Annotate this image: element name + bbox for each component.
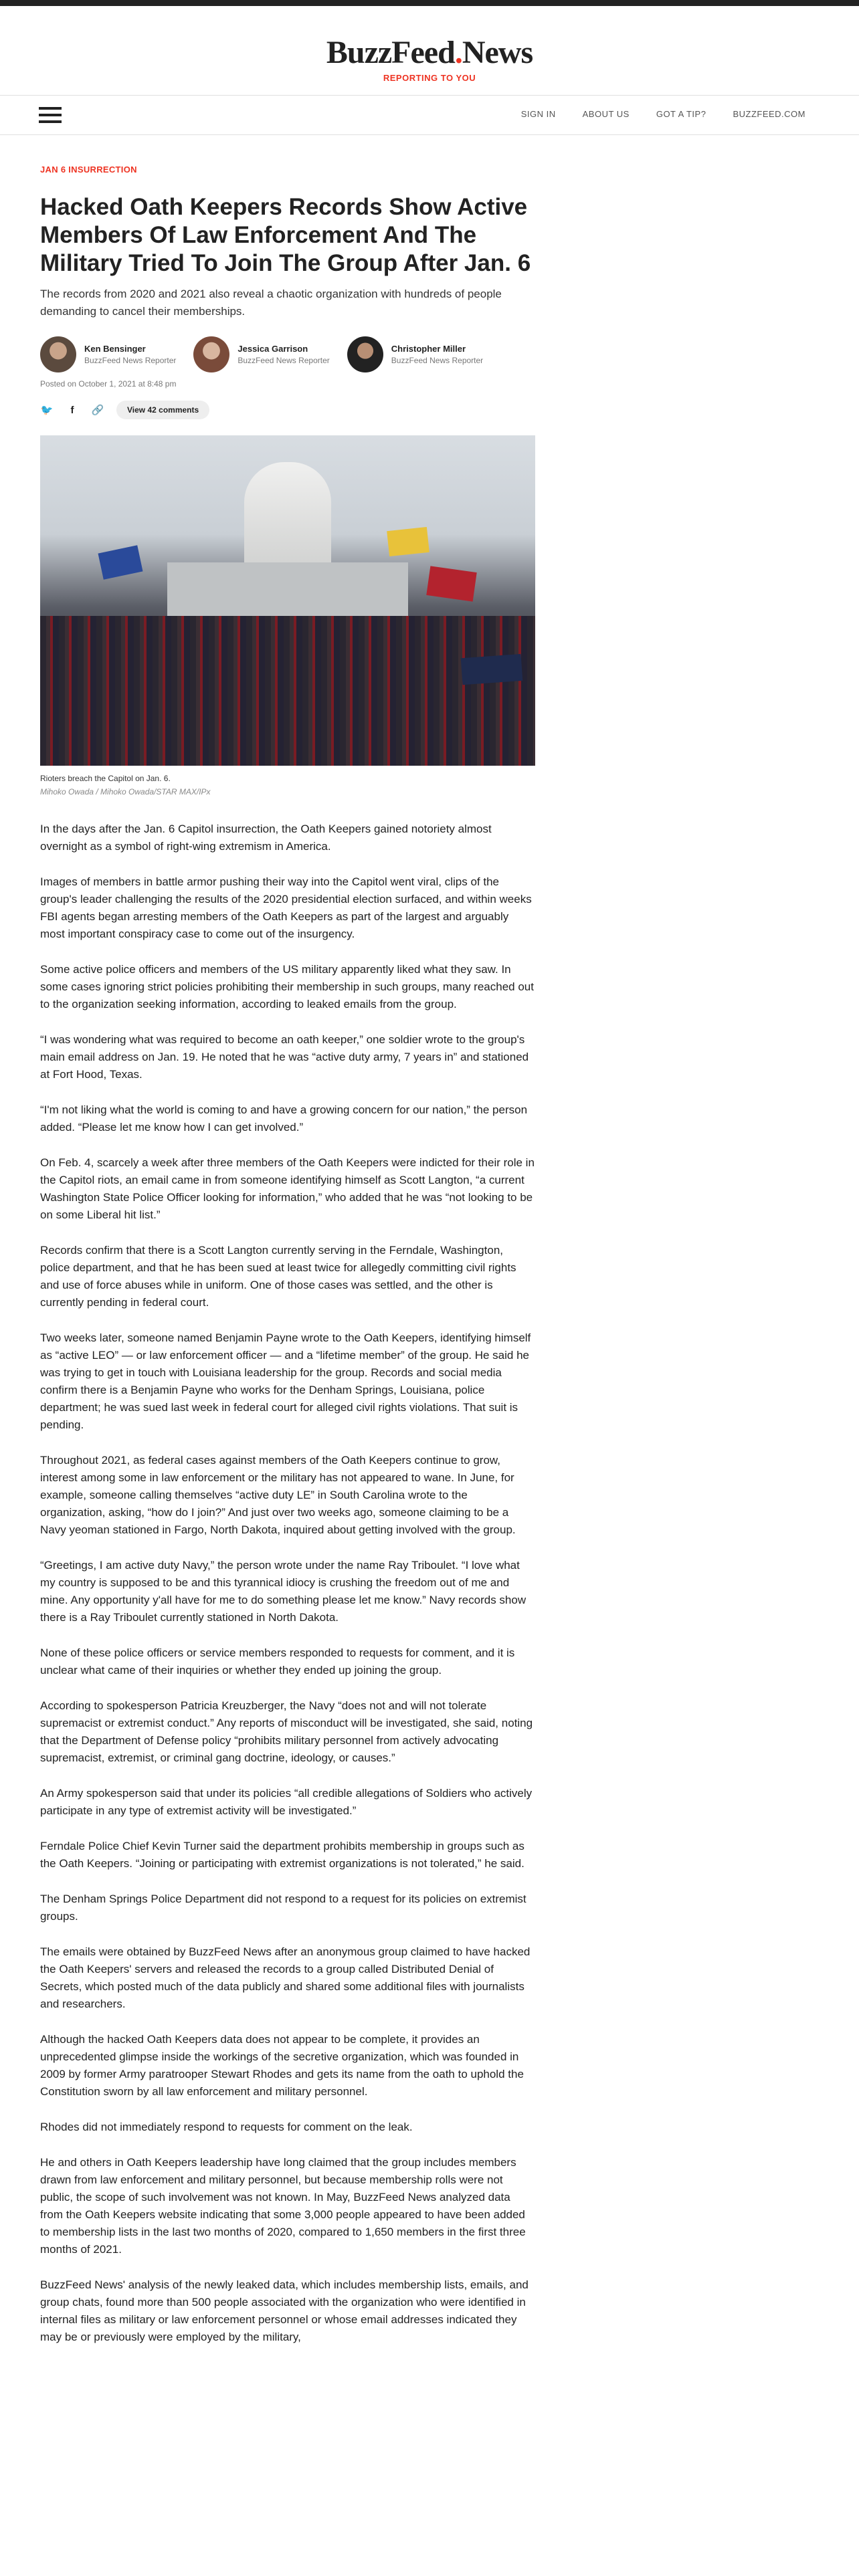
author-name: Ken Bensinger — [84, 344, 146, 354]
menu-icon[interactable] — [39, 107, 62, 123]
tagline: REPORTING TO YOU — [383, 73, 476, 83]
capitol-dome-shape — [244, 462, 331, 576]
paragraph: Some active police officers and members of the US military apparently liked what they saw. In some cases ignoring strict policies prohibiting their membership in such groups, many reached out to the organization seeking information, according to leaked emails from the group. — [40, 963, 534, 1010]
paragraph: None of these police officers or service members responded to requests for comment, and it is unclear what came of their inquiries or whether they ended up joining the group. — [40, 1646, 515, 1677]
paragraph: According to spokesperson Patricia Kreuzberger, the Navy “does not and will not tolerate supremacist or extremist conduct.” Any reports of misconduct will be investigated, she said, noting that the Department of Defense policy “prohibits military personnel from actively advocating supremacist, extremist, or criminal gang doctrine, ideology, or causes.” — [40, 1699, 533, 1764]
paragraph: He and others in Oath Keepers leadership have long claimed that the group includes members drawn from law enforcement and military personnel, but because membership rolls were not public, the scope of such involvement was not known. In May, BuzzFeed News analyzed data from the Oath Keepers website indicating that some 3,000 people appeared to have been added to membership lists in the last two months of 2020, compared to 1,650 members in the first three months of 2021. — [40, 2156, 526, 2256]
flag-shape — [461, 654, 523, 685]
article-dek: The records from 2020 and 2021 also reveal a chaotic organization with hundreds of people demanding to cancel their memberships. — [40, 288, 502, 318]
author-role: BuzzFeed News Reporter — [237, 356, 330, 365]
buzzfeed-com-link[interactable]: BUZZFEED.COM — [733, 109, 805, 119]
author-name: Jessica Garrison — [237, 344, 308, 354]
avatar — [347, 336, 383, 372]
article-title: Hacked Oath Keepers Records Show Active Members Of Law Enforcement And The Military Tried To Join The Group After Jan. 6 — [40, 194, 531, 276]
facebook-icon[interactable]: f — [70, 404, 74, 416]
paragraph: BuzzFeed News' analysis of the newly leaked data, which includes membership lists, emails, and group chats, found more than 500 people associated with the organization who were identified in internal files as military or law enforcement personnel or whose email addresses indicated they may be or previously were employed by the military, — [40, 2278, 529, 2343]
bylines — [40, 336, 535, 372]
nav-links — [521, 109, 805, 119]
paragraph: An Army spokesperson said that under its policies “all credible allegations of Soldiers who actively participate in any type of extremist activity will be investigated.” — [40, 1787, 533, 1817]
image-credit: Mihoko Owada / Mihoko Owada/STAR MAX/IPx — [40, 787, 211, 796]
article — [40, 165, 535, 2364]
posted-date: Posted on October 1, 2021 at 8:48 pm — [40, 379, 177, 389]
paragraph: Although the hacked Oath Keepers data does not appear to be complete, it provides an unprecedented glimpse inside the workings of the secretive organization, which was founded in 2009 by former Army paratrooper Stewart Rhodes and gets its name from the oath to uphold the Constitution sworn by all law enforcement and military personnel. — [40, 2033, 524, 2098]
paragraph: “I'm not liking what the world is coming to and have a growing concern for our nation,” the person added. “Please let me know how I can get involved.” — [40, 1103, 528, 1134]
paragraph: Ferndale Police Chief Kevin Turner said the department prohibits membership in groups such as the Oath Keepers. “Joining or participating with extremist organizations is not tolerated,” he said. — [40, 1840, 524, 1870]
paragraph: Two weeks later, someone named Benjamin Payne wrote to the Oath Keepers, identifying himself as “active LEO” — or law enforcement officer — and a “lifetime member” of the group. He said he was trying to get in touch with Louisiana leadership for the group. Records and social media confirm there is a Benjamin Payne who works for the Denham Springs, Louisiana, police department; he was sued last week in federal court for alleged civil rights violations. That suit is pending. — [40, 1331, 531, 1431]
paragraph: On Feb. 4, scarcely a week after three members of the Oath Keepers were indicted for their role in the Capitol riots, an email came in from someone identifying himself as Scott Langton, “a current Washington State Police Officer looking for information,” who added that he was “not looking to be on some Liberal hit list.” — [40, 1156, 535, 1221]
paragraph: In the days after the Jan. 6 Capitol insurrection, the Oath Keepers gained notoriety almost overnight as a symbol of right-wing extremism in America. — [40, 823, 492, 853]
paragraph: Records confirm that there is a Scott Langton currently serving in the Ferndale, Washington, police department, and that he has been sued at least twice for allegedly committing civil rights and use of force abuses while in uniform. One of those cases was settled, and the other is currently pending in federal court. — [40, 1244, 516, 1309]
kicker[interactable]: JAN 6 INSURRECTION — [40, 165, 137, 175]
image-caption: Rioters breach the Capitol on Jan. 6. — [40, 774, 171, 783]
paragraph: The emails were obtained by BuzzFeed News after an anonymous group claimed to have hacked the Oath Keepers' servers and released the records to a group called Distributed Denial of Secrets, which posted much of the data publicly and shared some additional files with journalists and researchers. — [40, 1945, 531, 2010]
paragraph: Rhodes did not immediately respond to requests for comment on the leak. — [40, 2121, 413, 2133]
paragraph: Throughout 2021, as federal cases against members of the Oath Keepers continue to grow, interest among some in law enforcement or the military has not appeared to wane. In June, for example, someone calling themselves “active duty LE” in South Carolina wrote to the organization, asking, “how do I join?” And just over two weeks ago, someone claiming to be a Navy yeoman stationed in Fargo, North Dakota, inquired about getting involved with the group. — [40, 1454, 516, 1536]
about-us-link[interactable]: ABOUT US — [582, 109, 630, 119]
view-comments-button[interactable]: View 42 comments — [116, 401, 209, 419]
flag-shape — [387, 527, 430, 556]
flag-shape — [98, 545, 142, 580]
sign-in-link[interactable]: SIGN IN — [520, 109, 556, 119]
nav-bar — [0, 95, 859, 135]
flag-shape — [426, 566, 476, 601]
byline-author[interactable] — [347, 336, 483, 372]
hero-image — [40, 435, 535, 766]
avatar — [40, 336, 76, 372]
author-role: BuzzFeed News Reporter — [84, 356, 177, 365]
paragraph: “I was wondering what was required to become an oath keeper,” one soldier wrote to the group's main email address on Jan. 19. He noted that he was “active duty army, 7 years in” and stationed at Fort Hood, Texas. — [40, 1033, 529, 1081]
byline-author[interactable] — [193, 336, 329, 372]
share-bar — [40, 401, 535, 419]
paragraph: The Denham Springs Police Department did not respond to a request for its policies on extremist groups. — [40, 1893, 527, 1923]
avatar — [193, 336, 229, 372]
site-logo[interactable]: BuzzFeed.News — [326, 35, 533, 70]
paragraph: “Greetings, I am active duty Navy,” the person wrote under the name Ray Triboulet. “I love what my country is supposed to be and this tyrannical idiocy is crushing the freedom out of me and mine. Any opportunity y'all have for me to do something please let me know.” Navy records show there is a Ray Triboulet currently stationed in North Dakota. — [40, 1559, 527, 1624]
link-icon[interactable]: 🔗 — [91, 405, 104, 416]
top-bar — [0, 0, 859, 6]
paragraph: Images of members in battle armor pushing their way into the Capitol went viral, clips of the group's leader challenging the results of the 2020 presidential election surfaced, and within weeks FBI agents began arresting members of the Oath Keepers as part of the largest and arguably most important conspiracy case to come out of the insurgency. — [40, 875, 532, 940]
author-name: Christopher Miller — [391, 344, 466, 354]
crowd-shape — [40, 616, 535, 766]
article-body — [40, 821, 535, 2346]
got-a-tip-link[interactable]: GOT A TIP? — [656, 109, 706, 119]
masthead — [0, 6, 859, 100]
byline-author[interactable] — [40, 336, 176, 372]
twitter-icon[interactable]: 🐦 — [40, 405, 54, 416]
author-role: BuzzFeed News Reporter — [391, 356, 484, 365]
